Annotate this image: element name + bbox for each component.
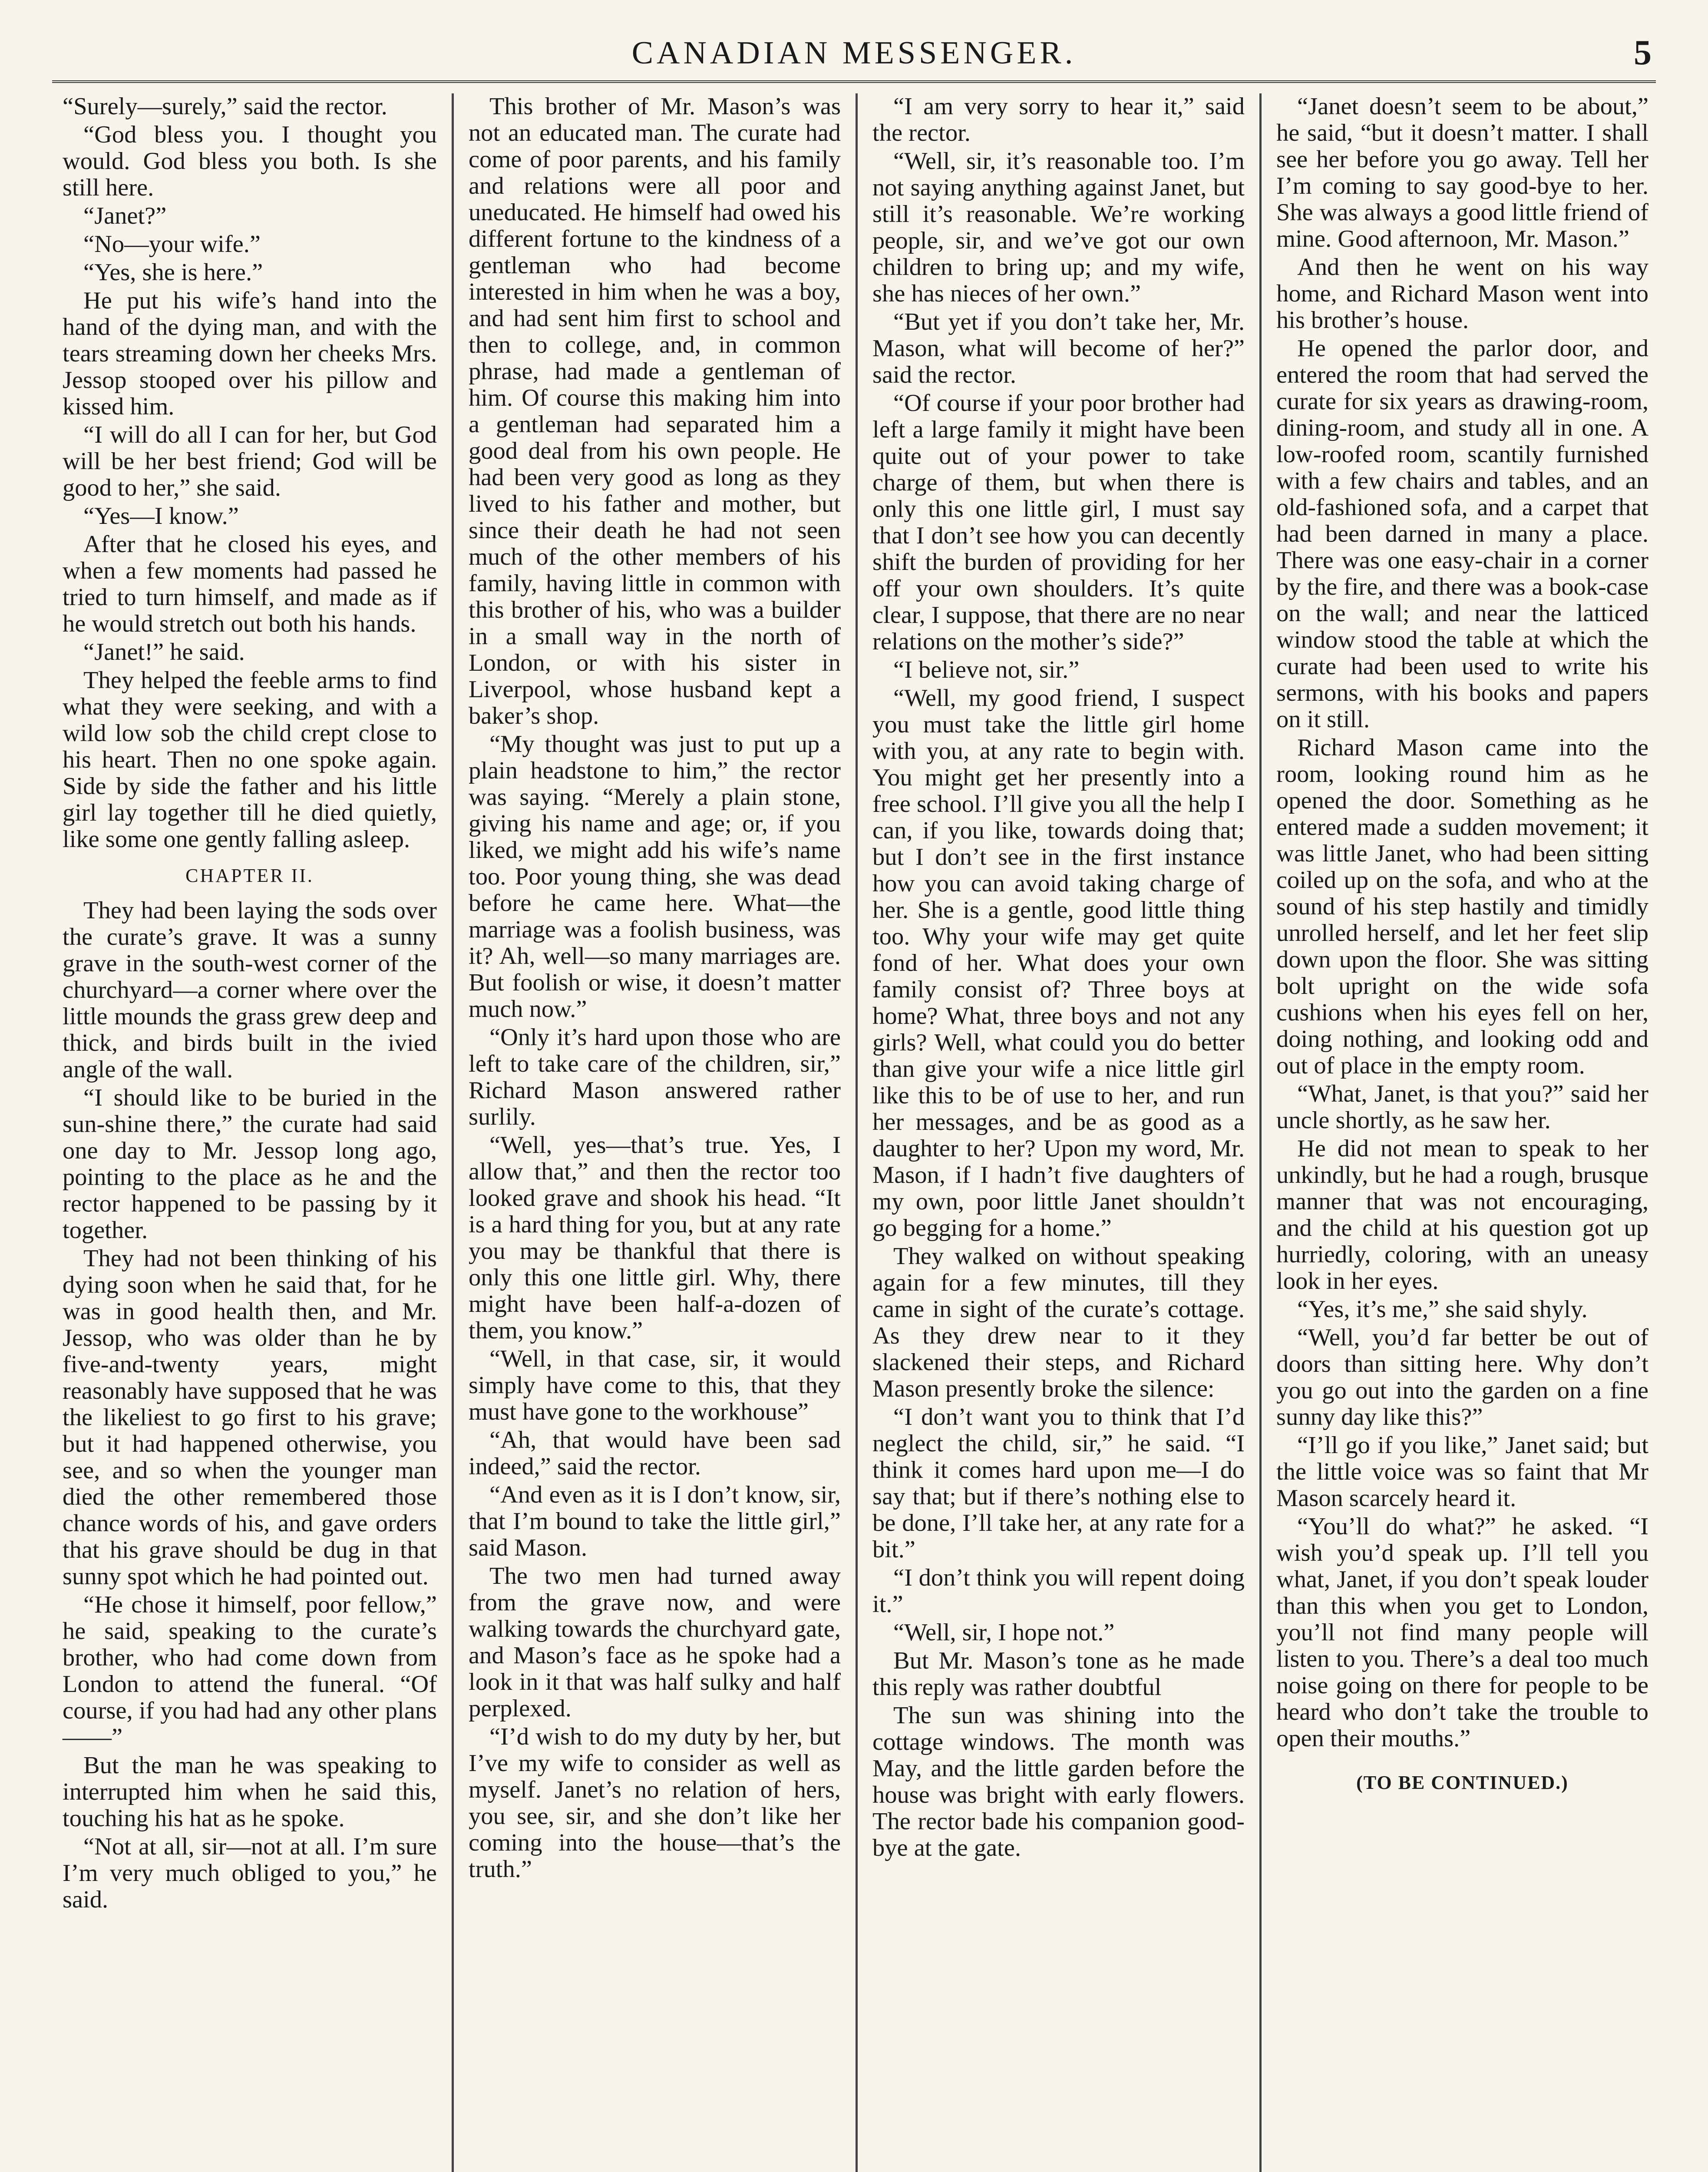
paragraph: “Of course if your poor brother had left a large family it might have been quite out of your power to take charge of them, but when there is only this one little girl, I must say that I don’t see how you can decently shift the burden of providing for her off your own shoulders. It’s quite clear, I suppose, that there are no near relations on the mother’s side?” bbox=[872, 390, 1245, 655]
paragraph: “No—your wife.” bbox=[83, 231, 261, 258]
column-4 bbox=[1259, 93, 1663, 2172]
paragraph: “What, Janet, is that you?” said her uncle shortly, as he saw her. bbox=[1276, 1080, 1649, 1134]
paragraph: “Not at all, sir—not at all. I’m sure I’m very much obliged to you,” he said. bbox=[63, 1833, 437, 1913]
paragraph: “I don’t think you will repent doing it.” bbox=[872, 1564, 1245, 1618]
paragraph: “I am very sorry to hear it,” said the rector. bbox=[872, 93, 1245, 146]
paragraph: “I’d wish to do my duty by her, but I’ve my wife to consider as well as myself. Janet’s no relation of hers, you see, sir, and she don’t like her coming into the house—that’s the truth.” bbox=[469, 1723, 841, 1883]
paragraph: They walked on without speaking again for a few minutes, till they came in sight of the curate’s cottage. As they drew near to it they slackened their steps, and Richard Mason presently broke the silence: bbox=[872, 1243, 1245, 1402]
paragraph: “I don’t want you to think that I’d neglect the child, sir,” he said. “I think it comes hard upon me—I do say that; but if there’s nothing else to be done, I’ll take her, at any rate for a bit.” bbox=[872, 1404, 1245, 1563]
paragraph: “Yes—I know.” bbox=[83, 503, 239, 530]
paragraph: “I will do all I can for her, but God will be her best friend; God will be good to her,” she said. bbox=[63, 421, 437, 501]
paragraph: He did not mean to speak to her unkindly, but he had a rough, brusque manner that was not encouraging, and the child at his question got up hurriedly, coloring, with an uneasy look in her eyes. bbox=[1276, 1135, 1649, 1295]
paragraph: But Mr. Mason’s tone as he made this reply was rather doubtful bbox=[872, 1647, 1245, 1701]
article-columns bbox=[48, 93, 1663, 2172]
column-2 bbox=[452, 93, 856, 2172]
paragraph: He opened the parlor door, and entered the room that had served the curate for six years as drawing-room, dining-room, and study all in one. A low-roofed room, scantily furnished with a few chairs and tables, and an old-fashioned sofa, and a carpet that had been darned in many a place. There was one easy-chair in a corner by the fire, and there was a book-case on the wall; and near the latticed window stood the table at which the curate had been used to write his sermons, with his books and papers on it still. bbox=[1276, 335, 1649, 733]
paragraph: “Well, my good friend, I suspect you must take the little girl home with you, at any rate to begin with. You might get her presently into a free school. I’ll give you all the help I can, if you like, towards doing that; but I don’t see in the first instance how you can avoid taking charge of her. She is a gentle, good little thing too. Why your wife may get quite fond of her. What does your own family consist of? Three boys at home? What, three boys and not any girls? Well, what could you do better than give your wife a nice little girl like this to be of use to her, and run her messages, and be as good as a daughter to her? Upon my word, Mr. Mason, if I hadn’t five daughters of my own, poor little Janet shouldn’t go begging for a home.” bbox=[872, 685, 1245, 1242]
paragraph: “He chose it himself, poor fellow,” he said, speaking to the curate’s brother, who had come down from London to attend the funeral. “Of course, if you had had any other plans——” bbox=[63, 1591, 437, 1751]
paragraph: “Yes, she is here.” bbox=[83, 259, 263, 286]
paragraph: But the man he was speaking to interrupted him when he said this, touching his hat as he spoke. bbox=[63, 1752, 437, 1832]
paragraph: They helped the feeble arms to find what they were seeking, and with a wild low sob the child crept close to his heart. Then no one spoke again. Side by side the father and his little girl lay together till he died quietly, like some one gently falling asleep. bbox=[63, 667, 437, 853]
paragraph: “Janet!” he said. bbox=[83, 639, 245, 666]
paragraph: “Well, yes—that’s true. Yes, I allow that,” and then the rector too looked grave and shook his head. “It is a hard thing for you, but at any rate you may be thankful that there is only this one little girl. Why, there might have been half-a-dozen of them, you know.” bbox=[469, 1132, 841, 1344]
paragraph: They had been laying the sods over the curate’s grave. It was a sunny grave in the south-west corner of the churchyard—a corner where over the little mounds the grass grew deep and thick, and birds built in the ivied angle of the wall. bbox=[63, 897, 437, 1083]
paragraph: “I believe not, sir.” bbox=[893, 656, 1080, 683]
paragraph: “You’ll do what?” he asked. “I wish you’d speak up. I’ll tell you what, Janet, if you don’t speak louder than this when you get to London, you’ll not find many people will listen to you. There’s a deal too much noise going on there for people to be heard who don’t take the trouble to open their mouths.” bbox=[1276, 1513, 1649, 1752]
chapter-heading: CHAPTER II. bbox=[185, 865, 314, 886]
paragraph: The two men had turned away from the grave now, and were walking towards the churchyard gate, and Mason’s face as he spoke had a look in it that was half sulky and half perplexed. bbox=[469, 1563, 841, 1722]
paragraph: “Well, in that case, sir, it would simply have come to this, that they must have gone to the workhouse” bbox=[469, 1345, 841, 1425]
paragraph: “Yes, it’s me,” she said shyly. bbox=[1297, 1296, 1588, 1323]
paragraph: “Well, sir, it’s reasonable too. I’m not saying anything against Janet, but still it’s reasonable. We’re working people, sir, and we’ve got our own children to bring up; and my wife, she has nieces of her own.” bbox=[872, 148, 1245, 307]
paragraph: “I should like to be buried in the sun-shine there,” the curate had said one day to Mr. Jessop long ago, pointing to the place as he and the rector happened to be passing by it together. bbox=[63, 1084, 437, 1244]
paragraph: This brother of Mr. Mason’s was not an educated man. The curate had come of poor parents, and his family and relations were all poor and uneducated. He himself had owed his different fortune to the kindness of a gentleman who had become interested in him when he was a boy, and had sent him first to school and then to college, and, in common phrase, had made a gentleman of him. Of course this making him into a gentleman had separated him a good deal from his own people. He had been very good as long as they lived to his father and mother, but since their death he had not seen much of the other members of his family, having little in common with this brother of his, who was a builder in a small way in the north of London, or with his sister in Liverpool, whose husband kept a baker’s shop. bbox=[469, 93, 841, 729]
paragraph: They had not been thinking of his dying soon when he said that, for he was in good health then, and Mr. Jessop, who was older than he by five-and-twenty years, might reasonably have supposed that he was the likeliest to go first to his grave; but it had happened otherwise, you see, and so when the younger man died the other remembered those chance words of his, and gave orders that his grave should be dug in that sunny spot which he had pointed out. bbox=[63, 1245, 437, 1590]
page-header bbox=[52, 26, 1656, 74]
paragraph: “And even as it is I don’t know, sir, that I’m bound to take the little girl,” said Mason. bbox=[469, 1481, 841, 1561]
paragraph: “Only it’s hard upon those who are left to take care of the children, sir,” Richard Mason answered rather surlily. bbox=[469, 1024, 841, 1130]
publication-title: CANADIAN MESSENGER. bbox=[631, 35, 1077, 71]
paragraph: “Well, sir, I hope not.” bbox=[893, 1619, 1115, 1646]
paragraph: “Janet?” bbox=[83, 202, 167, 229]
header-rule bbox=[52, 80, 1656, 83]
paragraph: “Well, you’d far better be out of doors than sitting here. Why don’t you go out into the garden on a fine sunny day like this?” bbox=[1276, 1324, 1649, 1430]
paragraph: The sun was shining into the cottage windows. The month was May, and the little garden before the house was bright with early flowers. The rector bade his companion good-bye at the gate. bbox=[872, 1702, 1245, 1861]
column-1 bbox=[48, 93, 452, 2172]
paragraph: “My thought was just to put up a plain headstone to him,” the rector was saying. “Merely a plain stone, giving his name and age; or, if you liked, we might add his wife’s name too. Poor young thing, she was dead before he came here. What—the marriage was a foolish business, was it? Ah, well—so many marriages are. But foolish or wise, it doesn’t matter much now.” bbox=[469, 731, 841, 1023]
paragraph: After that he closed his eyes, and when a few moments had passed he tried to turn himself, and made as if he would stretch out both his hands. bbox=[63, 531, 437, 637]
column-3 bbox=[856, 93, 1259, 2172]
paragraph: He put his wife’s hand into the hand of the dying man, and with the tears streaming down her cheeks Mrs. Jessop stooped over his pillow and kissed him. bbox=[63, 287, 437, 420]
paragraph: And then he went on his way home, and Richard Mason went into his brother’s house. bbox=[1276, 254, 1649, 334]
paragraph: “Janet doesn’t seem to be about,” he said, “but it doesn’t matter. I shall see her before you go away. Tell her I’m coming to say good-bye to her. She was always a good little friend of mine. Good afternoon, Mr. Mason.” bbox=[1276, 93, 1649, 252]
paragraph: “I’ll go if you like,” Janet said; but the little voice was so faint that Mr Mason scarcely heard it. bbox=[1276, 1432, 1649, 1512]
paragraph: “But yet if you don’t take her, Mr. Mason, what will become of her?” said the rector. bbox=[872, 308, 1245, 388]
paragraph: “Surely—surely,” said the rector. bbox=[63, 93, 387, 120]
paragraph: “God bless you. I thought you would. God bless you both. Is she still here. bbox=[63, 121, 437, 201]
page-number: 5 bbox=[1634, 33, 1652, 72]
paragraph: “Ah, that would have been sad indeed,” said the rector. bbox=[469, 1427, 841, 1480]
paragraph: Richard Mason came into the room, looking round him as he opened the door. Something as he entered made a sudden movement; it was little Janet, who had been sitting coiled up on the sofa, and who at the sound of his step hastily and timidly unrolled herself, and let her feet slip down upon the floor. She was sitting bolt upright on the wide sofa cushions when his eyes fell on her, doing nothing, and looking odd and out of place in the empty room. bbox=[1276, 734, 1649, 1079]
to-be-continued: (TO BE CONTINUED.) bbox=[1356, 1772, 1569, 1793]
